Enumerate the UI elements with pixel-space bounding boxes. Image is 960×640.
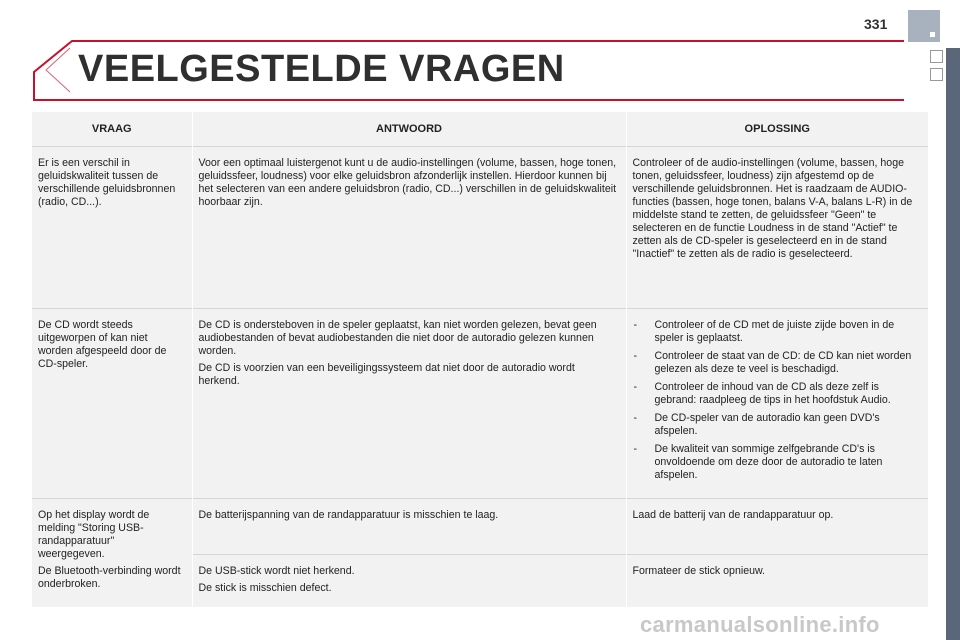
page-title: VEELGESTELDE VRAGEN — [78, 48, 565, 90]
answer-text: De batterijspanning van de randapparatuur is misschien te laag. — [198, 509, 499, 521]
table-row — [32, 309, 928, 499]
answer-cell — [192, 555, 626, 608]
list-item: - De kwaliteit van sommige zelfgebrande CD's is onvoldoende om deze door de autoradio te laten afspelen. — [633, 443, 921, 482]
watermark: carmanualsonline.info — [640, 612, 880, 637]
solution-text: Laad de batterij van de randapparatuur op. — [632, 509, 834, 521]
checkbox-icon — [930, 50, 943, 63]
faq-table — [32, 112, 928, 607]
question-cell — [32, 309, 192, 499]
header-solution: OPLOSSING — [744, 122, 810, 135]
solution-cell — [626, 555, 928, 608]
question-text: Op het display wordt de melding "Storing USB-randapparatuur" weergegeven. — [38, 509, 150, 560]
answer-text: De USB-stick wordt niet herkend. — [198, 565, 355, 577]
table-header-row — [32, 112, 928, 147]
question-text: De Bluetooth-verbinding wordt onderbroken. — [38, 565, 181, 590]
list-item: - Controleer of de CD met de juiste zijde boven in de speler is geplaatst. — [633, 319, 921, 345]
page-number: 331 — [864, 16, 888, 32]
solution-cell — [626, 147, 928, 309]
answer-cell — [192, 309, 626, 499]
question-text: De CD wordt steeds uitgeworpen of kan niet worden afgespeeld door de CD-speler. — [38, 319, 167, 370]
table-row — [32, 499, 928, 555]
answer-text: De CD is ondersteboven in de speler geplaatst, kan niet worden gelezen, bevat geen audiobestanden of bevat audiobestanden die niet door de autoradio gelezen kunnen worden. — [198, 319, 597, 357]
answer-cell — [192, 147, 626, 309]
answer-text: De stick is misschien defect. — [198, 582, 332, 594]
question-cell — [32, 147, 192, 309]
solution-cell — [626, 499, 928, 555]
header-answer: ANTWOORD — [192, 112, 626, 147]
question-text: Er is een verschil in geluidskwaliteit tussen de verschillende geluidsbronnen (radio, CD...). — [38, 157, 176, 208]
corner-tab-icon — [908, 10, 940, 42]
checkbox-icon — [930, 68, 943, 81]
question-cell — [32, 499, 192, 608]
list-item: - Controleer de staat van de CD: de CD kan niet worden gelezen als deze te veel is beschadigd. — [633, 350, 921, 376]
solution-text: Controleer of de audio-instellingen (volume, bassen, hoge tonen, geluidssfeer, loudness) zijn afgestemd op de verschillende geluidsbronnen. Het is raadzaam de AUDIO-functies (bassen, hoge tonen, balans V-A, balans L-R) in de middelste stand te zetten, de geluidssfeer "Geen" te selecteren en de functie Loudness in de stand "Actief" te zetten als de CD-speler is geselecteerd en in de stand "Inactief" te zetten als de radio is geselecteerd. — [632, 157, 913, 260]
header-question: VRAAG — [32, 112, 192, 147]
solution-list — [633, 319, 921, 482]
table-row — [32, 147, 928, 309]
answer-text: De CD is voorzien van een beveiligingssysteem dat niet door de autoradio wordt herkend. — [198, 362, 575, 387]
solution-text: Formateer de stick opnieuw. — [632, 565, 765, 577]
list-item: - De CD-speler van de autoradio kan geen DVD's afspelen. — [633, 412, 921, 438]
answer-cell — [192, 499, 626, 555]
solution-cell — [626, 309, 928, 499]
list-item: - Controleer de inhoud van de CD als deze zelf is gebrand: raadpleeg de tips in het hoofdstuk Audio. — [633, 381, 921, 407]
side-scrollbar — [946, 48, 960, 640]
answer-text: Voor een optimaal luistergenot kunt u de audio-instellingen (volume, bassen, hoge tonen, geluidssfeer, loudness) voor elke geluidsbron afzonderlijk instellen. Hierdoor kunnen bij het selecteren van een andere geluidsbron (radio, CD...) verschillen in de geluidskwaliteit hoorbaar zijn. — [198, 157, 617, 208]
